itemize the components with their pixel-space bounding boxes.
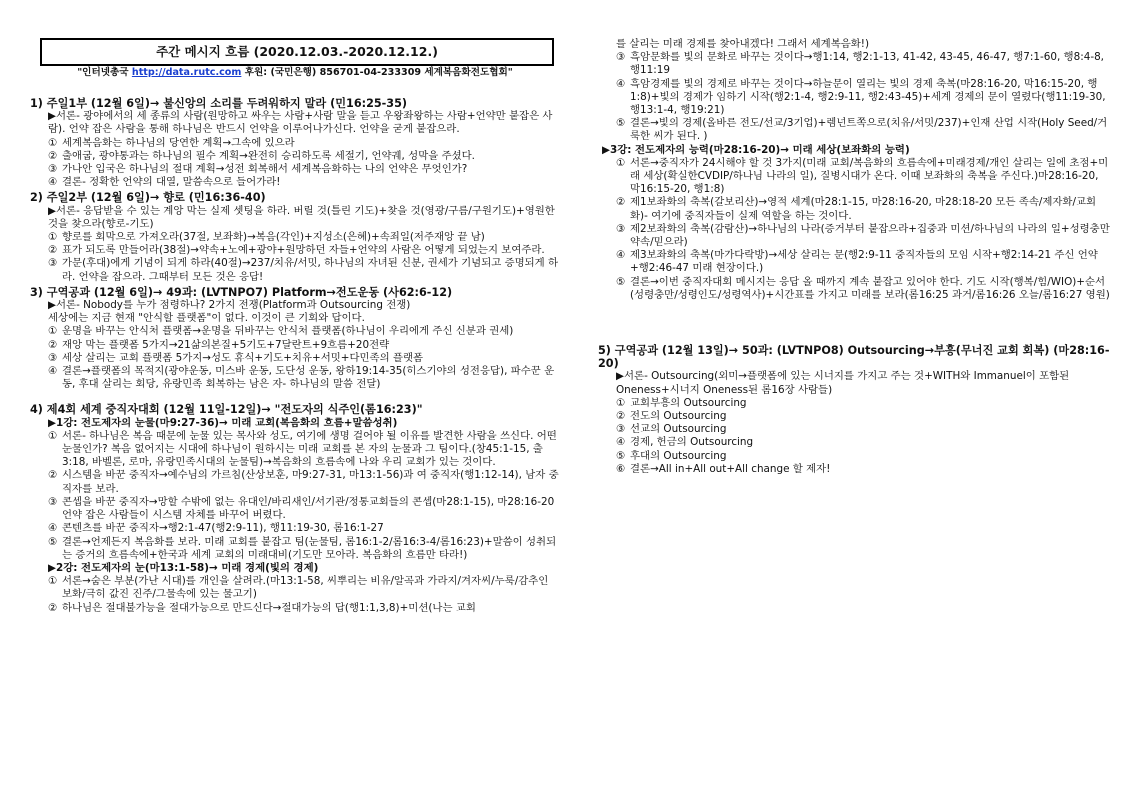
- sponsor-suffix: 후원: (국민은행) 856701-04-233309 세계복음화전도협회": [241, 67, 513, 78]
- item-number: ④: [48, 522, 58, 535]
- item-list: [30, 430, 560, 562]
- item-text: 제3보좌화의 축복(마가다락방)→세상 살리는 문(행2:9-11 중직자들의 모임 시작+행2:14-21 주신 언약+행2:46-47 미래 현장이다.): [630, 249, 1098, 275]
- item-number: ③: [48, 351, 58, 364]
- list-item: [598, 397, 1110, 410]
- lecture-heading: ▶3강: 전도제자의 능력(마28:16-20)→ 미래 세상(보좌화의 능력): [602, 143, 910, 156]
- item-number: ④: [48, 176, 58, 189]
- item-text: 시스템을 바꾼 중직자→예수님의 가르침(산상보훈, 마9:27-31, 마13:1-56)과 여 중직자(행1:12-14), 남자 중직자를 보라.: [62, 469, 559, 495]
- item-number: ⑤: [616, 117, 626, 130]
- list-item: [598, 78, 1110, 118]
- list-item: [30, 352, 560, 365]
- list-item: [598, 276, 1110, 302]
- item-number: ③: [48, 163, 58, 176]
- list-item: [30, 575, 560, 601]
- item-number: ②: [48, 338, 58, 351]
- list-item: [30, 163, 560, 176]
- item-number: ①: [48, 325, 58, 338]
- sponsor-prefix: "인터넷총국: [77, 67, 132, 78]
- section-heading: 2) 주일2부 (12월 6일)→ 향로 (민16:36-40): [30, 191, 266, 205]
- item-number: ④: [616, 436, 626, 449]
- item-text: 가나안 입국은 하나님의 절대 계획→성전 회복해서 세계복음화하는 나의 언약은 무엇인가?: [62, 163, 468, 176]
- section-heading: 4) 제4회 세계 중직자대회 (12월 11일-12일)→ "전도자의 식주인(롬16:23)": [30, 403, 423, 417]
- list-item: [30, 496, 560, 522]
- item-text: 출애굽, 광야통과는 하나님의 필수 계획→완전히 승리하도록 세절기, 언약궤, 성막을 주셨다.: [62, 149, 475, 162]
- item-number: ④: [616, 77, 626, 90]
- section-intro: ▶서론- 광야에서의 세 종류의 사람(원망하고 싸우는 사람+사람 말을 듣고 우왕좌왕하는 사람+언약만 붙잡은 사람). 언약 잡은 사람을 통해 하나님은 반드시 언약을 이루어나가신다. 언약을 굳게 붙잡으라.: [48, 110, 553, 136]
- lecture-heading: ▶1강: 전도제자의 눈물(마9:27-36)→ 미래 교회(복음화의 흐름+말씀성취): [48, 416, 398, 429]
- item-number: ②: [48, 469, 58, 482]
- item-list: [598, 157, 1110, 302]
- item-text: 교회부흥의 Outsourcing: [630, 396, 747, 409]
- item-number: ①: [48, 429, 58, 442]
- item-number: ①: [616, 156, 626, 169]
- sponsor-line: [40, 66, 550, 79]
- list-item: [598, 223, 1110, 249]
- item-text: 콘셉을 바꾼 중직자→망할 수밖에 없는 유대인/바리새인/서기관/정통교회들의 콘셉(마28:1-15), 마28:16-20 언약 잡은 사람들이 시스템 자체를 바꾸어 버렸다.: [62, 495, 555, 522]
- spacer: [598, 302, 1110, 342]
- list-item: [598, 463, 1110, 476]
- item-text: 결론→All in+All out+All change 할 제자!: [630, 462, 831, 475]
- item-number: ⑤: [48, 535, 58, 548]
- document-title: [40, 38, 554, 66]
- section-intro: ▶서론- Outsourcing(외미→플랫폼에 있는 시너지를 가지고 주는 것+WITH와 Immanuel이 포함된 Oneness+시너지 Oneness된 롬16장 사람들): [616, 370, 1070, 396]
- item-list: [598, 397, 1110, 476]
- list-item: [30, 365, 560, 391]
- section-heading: 5) 구역공과 (12월 13일)→ 50과: (LVTNPO8) Outsourcing→부흥(무너진 교회 회복) (마28:16-20): [598, 344, 1110, 371]
- item-text: 선교의 Outsourcing: [630, 423, 727, 436]
- item-number: ②: [48, 244, 58, 257]
- item-text: 표가 되도록 만들어라(38절)→약속+노예+광야+원망하던 자들+언약의 사람은 어떻게 되었는지 보여주라.: [62, 244, 545, 257]
- list-item: [30, 257, 560, 283]
- item-text: 서론→숨은 부분(가난 시대)를 개인을 살려라.(마13:1-58, 씨뿌리는 비유/알곡과 가라지/겨자씨/누룩/감추인 보화/극히 값진 진주/그물속에 있는 물고기): [62, 575, 549, 601]
- list-item: [30, 339, 560, 352]
- item-text: 경제, 헌금의 Outsourcing: [630, 436, 754, 449]
- item-number: ③: [48, 495, 58, 508]
- list-item: [598, 157, 1110, 197]
- item-text: 가문(후대)에게 기념이 되게 하라(40절)→237/치유/서밋, 하나님의 자녀된 신분, 권세가 기념되고 증명되게 하라. 언약을 잡으라. 그때부터 모든 것은 응답!: [62, 257, 559, 283]
- continued-text: 를 살리는 미래 경제를 찾아내겠다! 그래서 세계복음화!): [616, 38, 870, 50]
- right-column: [598, 38, 1110, 476]
- item-text: 제1보좌화의 축복(갈보리산)→영적 세계(마28:1-15, 마28:16-20, 마28:18-20 모든 족속/제자화/교회화)- 여기에 중직자들이 실제 역할을 하는 것이다.: [630, 196, 1097, 222]
- item-list: [598, 51, 1110, 143]
- item-number: ③: [616, 423, 626, 436]
- list-item: [30, 522, 560, 535]
- item-number: ⑥: [616, 462, 626, 475]
- item-number: ④: [616, 249, 626, 262]
- list-item: [598, 423, 1110, 436]
- item-text: 후대의 Outsourcing: [630, 449, 727, 462]
- item-text: 결론- 정확한 언약의 대열, 말씀속으로 들어가라!: [62, 176, 281, 189]
- item-list: [30, 137, 560, 190]
- list-item: [598, 436, 1110, 449]
- list-item: [598, 117, 1110, 143]
- list-item: [598, 249, 1110, 275]
- item-number: ①: [48, 575, 58, 588]
- item-text: 하나님은 절대불가능을 절대가능으로 만드신다→절대가능의 답(행1:1,3,8)+미션(나는 교회: [62, 601, 476, 614]
- list-item: [598, 410, 1110, 423]
- lecture-heading: ▶2강: 전도제자의 눈(마13:1-58)→ 미래 경제(빛의 경제): [48, 561, 319, 574]
- item-number: ②: [48, 601, 58, 614]
- item-number: ①: [48, 136, 58, 149]
- section-heading: 1) 주일1부 (12월 6일)→ 불신앙의 소리를 두려워하지 말라 (민16:25-35): [30, 97, 407, 110]
- list-item: [30, 469, 560, 495]
- item-number: ②: [616, 410, 626, 423]
- item-number: ①: [48, 231, 58, 244]
- item-text: 운명을 바꾸는 안식처 플랫폼→운명을 뒤바꾸는 안식처 플랫폼(하나님이 우리에게 주신 신분과 권세): [62, 325, 514, 338]
- section-heading: 3) 구역공과 (12월 6일)→ 49과: (LVTNPO7) Platform→전도운동 (사62:6-12): [30, 285, 453, 299]
- list-item: [30, 231, 560, 244]
- item-number: ①: [616, 396, 626, 409]
- item-text: 콘텐츠를 바꾼 중직자→행2:1-47(행2:9-11), 행11:19-30, 롬16:1-27: [62, 522, 384, 535]
- item-text: 서론- 하나님은 복음 때문에 눈물 있는 목사와 성도, 여기에 생명 걸어야 될 이유를 발견한 사람을 쓰신다. 어떤 눈물인가? 복음 없어지는 시대에 하나님이 원하시는 미래 교회를 본 자의 눈물과 그 팀이다.(창45:1-15, 출3:18, 바벨론, 로마, 유랑민족시대의 눈물팀)→복음화의 흐름속에 나와 우리 교회가 있는 것이다.: [62, 429, 557, 469]
- item-number: ②: [48, 149, 58, 162]
- item-text: 결론→빛의 경제(올바른 전도/선교/3기업)+렘넌트쪽으로(치유/서밋/237)+인재 산업 시작(Holy Seed/거룩한 씨가 된다. ): [630, 117, 1108, 143]
- list-item: [30, 325, 560, 338]
- item-number: ③: [48, 257, 58, 270]
- item-number: ③: [616, 222, 626, 235]
- list-item: [598, 51, 1110, 77]
- item-number: ③: [616, 51, 626, 64]
- list-item: [30, 602, 560, 615]
- section-intro: ▶서론- 응답받을 수 있는 계앙 막는 실제 셋팅을 하라. 버릴 것(틀린 기도)+찾을 것(영광/구름/구원기도)+영원한 것을 찾으라(향로-기도): [48, 204, 555, 230]
- list-item: [30, 244, 560, 257]
- item-text: 결론→플랫폼의 목적지(광야운동, 미스바 운동, 도단성 운동, 왕하19:14-35(히스기야의 성전응답), 파수꾼 운동, 후대 살리는 회당, 유랑민족 회복하는 남은 자- 하나님의 말씀 전달): [62, 365, 555, 391]
- item-list: [30, 231, 560, 284]
- list-item: [30, 150, 560, 163]
- title-text: 주간 메시지 흐름 (2020.12.03.-2020.12.12.): [156, 44, 438, 60]
- item-text: 전도의 Outsourcing: [630, 410, 727, 423]
- section-intro: ▶서론- Nobody를 누가 점령하나? 2가지 전쟁(Platform과 Outsourcing 전쟁): [48, 299, 411, 312]
- item-number: ②: [616, 196, 626, 209]
- list-item: [30, 430, 560, 470]
- item-text: 향로를 회막으로 가져오라(37절, 보좌화)→복음(각인)+지성소(은혜)+속죄일(저주재앙 끝 남): [62, 231, 485, 244]
- spacer: [30, 391, 560, 401]
- item-number: ④: [48, 365, 58, 378]
- item-text: 흑암경제를 빛의 경제로 바꾸는 것이다→하늘문이 열리는 빛의 경제 축복(마28:16-20, 막16:15-20, 행1:8)+빛의 경제가 임하기 시작(행2:1-4, 행2:9-11, 행2:43-45)+세계 경제의 문이 열렸다(행11:19-30, 행13:1-4, 행19:21): [630, 77, 1106, 117]
- section-intro: 세상에는 지금 현재 "안식할 플랫폼"이 없다. 이것이 큰 기회와 답이다.: [48, 312, 365, 325]
- item-text: 세상 살리는 교회 플랫폼 5가지→성도 휴식+기도+치유+서밋+다민족의 플랫폼: [62, 351, 424, 364]
- list-item: [598, 450, 1110, 463]
- item-text: 재앙 막는 플랫폼 5가지→21삶의본질+5기도+7달란트+9흐름+20전략: [62, 338, 390, 351]
- item-text: 제2보좌화의 축복(감람산)→하나님의 나라(증거부터 붙잡으라+집중과 미션/하나님의 나라의 일+성령충만 약속/믿으라): [630, 222, 1110, 249]
- list-item: [598, 196, 1110, 222]
- list-item: [30, 536, 560, 562]
- left-column: [30, 95, 560, 615]
- item-text: 세계복음화는 하나님의 당연한 계획→그속에 있으라: [62, 136, 295, 149]
- sponsor-link[interactable]: http://data.rutc.com: [131, 67, 242, 78]
- list-item: [30, 176, 560, 189]
- list-item: [30, 137, 560, 150]
- item-text: 서론→중직자가 24시해야 할 것 3가지(미래 교회/복음화의 흐름속에+미래경제/개인 살리는 일에 초점+미래 세상(확실한CVDIP/하나님 나라의 일), 질병시대가 온다. 이때 보좌화의 축복을 주신다.)마28:16-20, 막16:15-20, 행1:8): [630, 156, 1109, 196]
- item-list: [30, 325, 560, 391]
- item-number: ⑤: [616, 449, 626, 462]
- item-text: 결론→언제든지 복음화를 보라. 미래 교회를 붙잡고 팀(눈물팀, 롬16:1-2/롬16:3-4/롬16:23)+말씀이 성취되는 증거의 흐름속에+한국과 세계 교회의 미래대비(기도만 모아라. 복음화의 흐름만 타라!): [62, 535, 557, 561]
- item-text: 결론→이번 중직자대회 메시지는 응답 올 때까지 계속 붙잡고 있어야 한다. 기도 시작(행복/힘/WIO)+순서(성령충만/성령인도/성령역사)+시간표를 가지고 미래를 보라(롬16:25 과거/롬16:26 오늘/롬16:27 영원): [630, 275, 1110, 301]
- item-text: 흑암문화를 빛의 문화로 바꾸는 것이다→행1:14, 행2:1-13, 41-42, 43-45, 46-47, 행7:1-60, 행8:4-8, 행11:19: [630, 51, 1104, 77]
- item-list: [30, 575, 560, 615]
- item-number: ⑤: [616, 275, 626, 288]
